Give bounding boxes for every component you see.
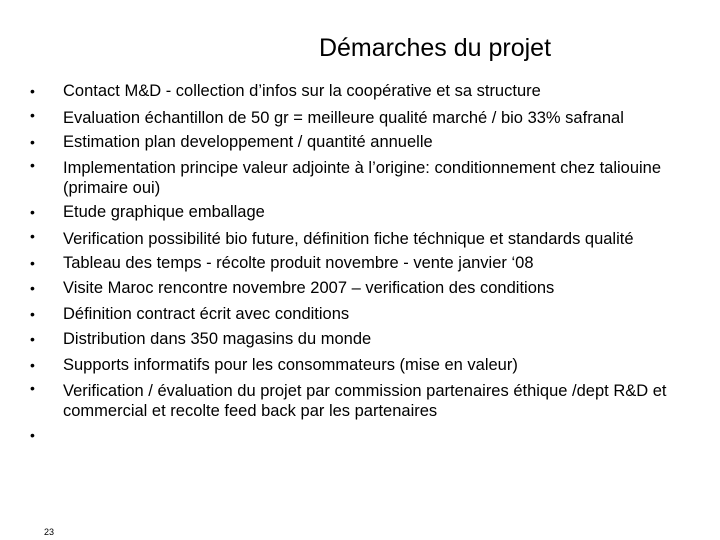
bullet-text: Distribution dans 350 magasins du monde bbox=[63, 330, 372, 348]
bullet-icon: • bbox=[30, 331, 35, 347]
list-item bbox=[30, 200, 710, 226]
list-item bbox=[30, 353, 710, 379]
bullet-icon: • bbox=[30, 157, 35, 173]
list-item bbox=[30, 155, 710, 200]
list-item bbox=[30, 226, 710, 251]
bullet-icon: • bbox=[30, 227, 35, 244]
bullet-icon: • bbox=[30, 254, 35, 271]
bullet-text: Implementation principe valeur adjointe à l’origine: conditionnement chez taliouine (primaire oui) bbox=[63, 159, 662, 197]
bullet-text: Verification possibilité bio future, définition fiche téchnique et standards qualité bbox=[63, 229, 634, 248]
bullet-text: Estimation plan developpement / quantité annuelle bbox=[63, 132, 433, 151]
list-item bbox=[30, 302, 710, 328]
slide-number: 23 bbox=[44, 527, 55, 537]
list-item bbox=[30, 378, 710, 423]
bullet-icon: • bbox=[30, 83, 35, 99]
bullet-icon: • bbox=[30, 427, 35, 443]
bullet-icon: • bbox=[30, 133, 35, 150]
bullet-icon: • bbox=[30, 280, 35, 296]
bullet-list bbox=[30, 79, 710, 443]
slide-title: Démarches du projet bbox=[318, 34, 552, 62]
list-item bbox=[30, 130, 710, 156]
bullet-text: Supports informatifs pour les consommateurs (mise en valeur) bbox=[63, 355, 518, 374]
bullet-text: Verification / évaluation du projet par commission partenaires éthique /dept R&D et commercial et recolte feed back par les partenaires bbox=[63, 382, 667, 420]
bullet-text: Visite Maroc rencontre novembre 2007 – verification des conditions bbox=[63, 279, 555, 297]
bullet-icon: • bbox=[30, 305, 35, 322]
bullet-text: Contact M&D - collection d’infos sur la coopérative et sa structure bbox=[63, 82, 541, 100]
bullet-text: Evaluation échantillon de 50 gr = meilleure qualité marché / bio 33% safranal bbox=[63, 108, 624, 127]
bullet-icon: • bbox=[30, 380, 35, 396]
list-item bbox=[30, 327, 710, 353]
list-item bbox=[30, 251, 710, 277]
list-item bbox=[30, 276, 710, 302]
list-item bbox=[30, 79, 710, 105]
bullet-text: Etude graphique emballage bbox=[63, 203, 265, 221]
bullet-text: Tableau des temps - récolte produit novembre - vente janvier ‘08 bbox=[63, 253, 534, 272]
bullet-text: Définition contract écrit avec conditions bbox=[63, 304, 350, 323]
bullet-icon: • bbox=[30, 356, 35, 373]
list-item bbox=[30, 105, 710, 130]
bullet-icon: • bbox=[30, 106, 35, 123]
bullet-icon: • bbox=[30, 204, 35, 220]
